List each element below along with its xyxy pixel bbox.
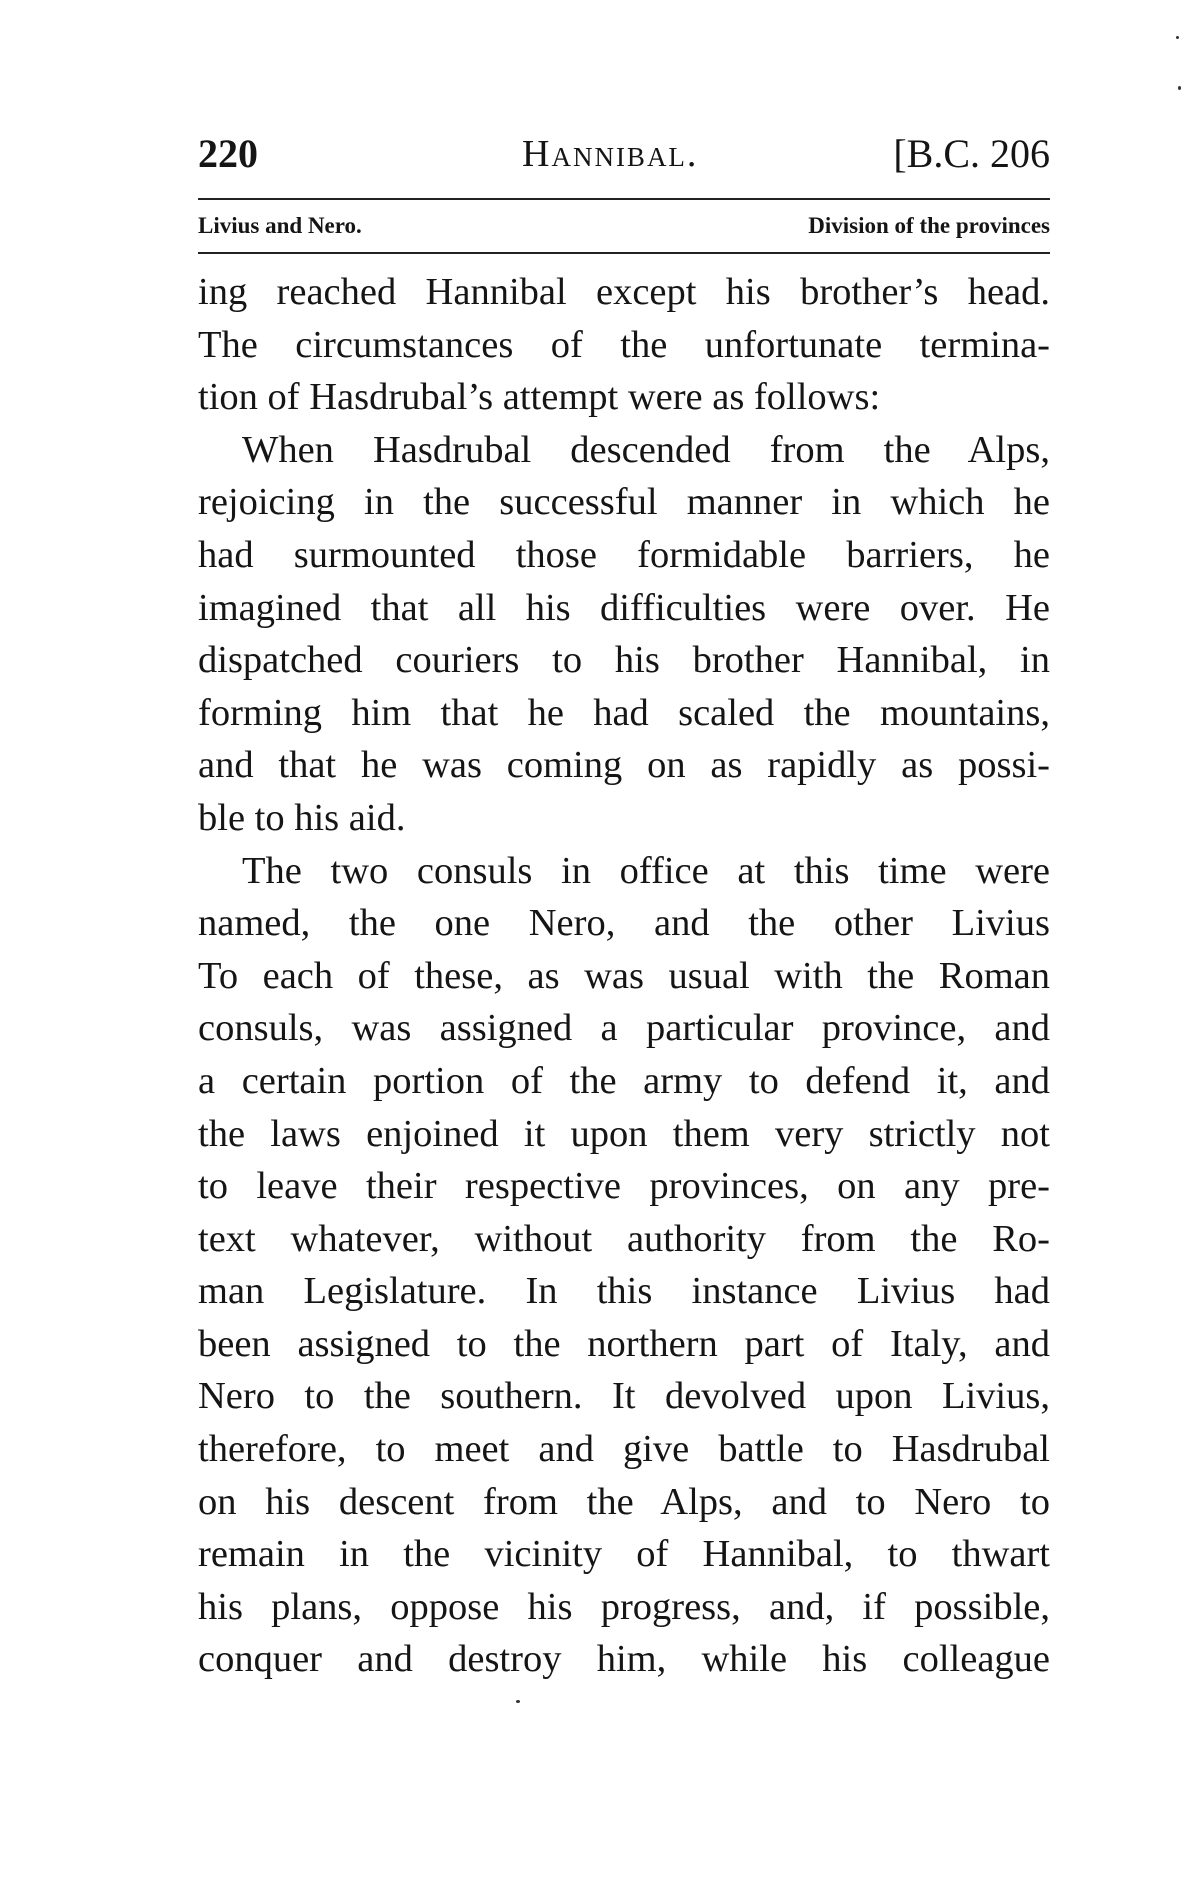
text-line: rejoicing in the successful manner in which he xyxy=(198,481,1050,524)
body-text xyxy=(198,266,1050,1686)
scan-speck xyxy=(516,1700,520,1703)
date-reference: [B.C. 206 xyxy=(893,131,1050,176)
text-line: Nero to the southern. It devolved upon Livius, xyxy=(198,1375,1050,1418)
text-line: his plans, oppose his progress, and, if possible, xyxy=(198,1585,1050,1628)
text-line: had surmounted those formidable barriers, he xyxy=(198,533,1050,576)
text-line: text whatever, without authority from the Ro- xyxy=(198,1217,1050,1260)
subhead-right: Division of the provinces xyxy=(808,213,1050,238)
subhead-left: Livius and Nero. xyxy=(198,213,362,238)
text-line: forming him that he had scaled the mountains, xyxy=(198,691,1050,734)
text-line: man Legislature. In this instance Livius had xyxy=(198,1270,1050,1313)
text-line: to leave their respective provinces, on any pre- xyxy=(198,1165,1050,1208)
text-line: been assigned to the northern part of Italy, and xyxy=(198,1322,1050,1365)
text-line: imagined that all his difficulties were over. He xyxy=(198,586,1050,629)
page-number: 220 xyxy=(198,131,258,176)
text-line: on his descent from the Alps, and to Nero to xyxy=(198,1480,1050,1523)
running-title: Hannibal. xyxy=(522,133,699,175)
text-line: and that he was coming on as rapidly as possi- xyxy=(198,744,1050,787)
scan-speck xyxy=(1176,36,1179,39)
header-rule-top xyxy=(198,198,1050,200)
text-line: The two consuls in office at this time were xyxy=(242,849,1050,892)
text-line: remain in the vicinity of Hannibal, to thwart xyxy=(198,1533,1050,1576)
page-header xyxy=(198,128,1050,180)
text-line: When Hasdrubal descended from the Alps, xyxy=(242,428,1050,471)
text-line: To each of these, as was usual with the Roman xyxy=(198,954,1050,997)
text-line: conquer and destroy him, while his colleague xyxy=(198,1638,1050,1681)
section-subhead xyxy=(198,206,1050,246)
text-line: consuls, was assigned a particular province, and xyxy=(198,1007,1050,1050)
header-rule-bottom xyxy=(198,252,1050,254)
text-line: a certain portion of the army to defend it, and xyxy=(198,1059,1050,1102)
text-line: therefore, to meet and give battle to Hasdrubal xyxy=(198,1428,1050,1471)
text-line: tion of Hasdrubal’s attempt were as follows: xyxy=(198,376,881,419)
text-line: ing reached Hannibal except his brother’s head. xyxy=(198,271,1050,313)
text-line: named, the one Nero, and the other Livius xyxy=(198,902,1050,945)
text-line: The circumstances of the unfortunate termina- xyxy=(198,323,1050,366)
text-line: the laws enjoined it upon them very strictly not xyxy=(198,1112,1050,1155)
text-line: dispatched couriers to his brother Hannibal, in xyxy=(198,639,1050,682)
text-line: ble to his aid. xyxy=(198,796,406,839)
scan-speck xyxy=(1178,86,1181,90)
